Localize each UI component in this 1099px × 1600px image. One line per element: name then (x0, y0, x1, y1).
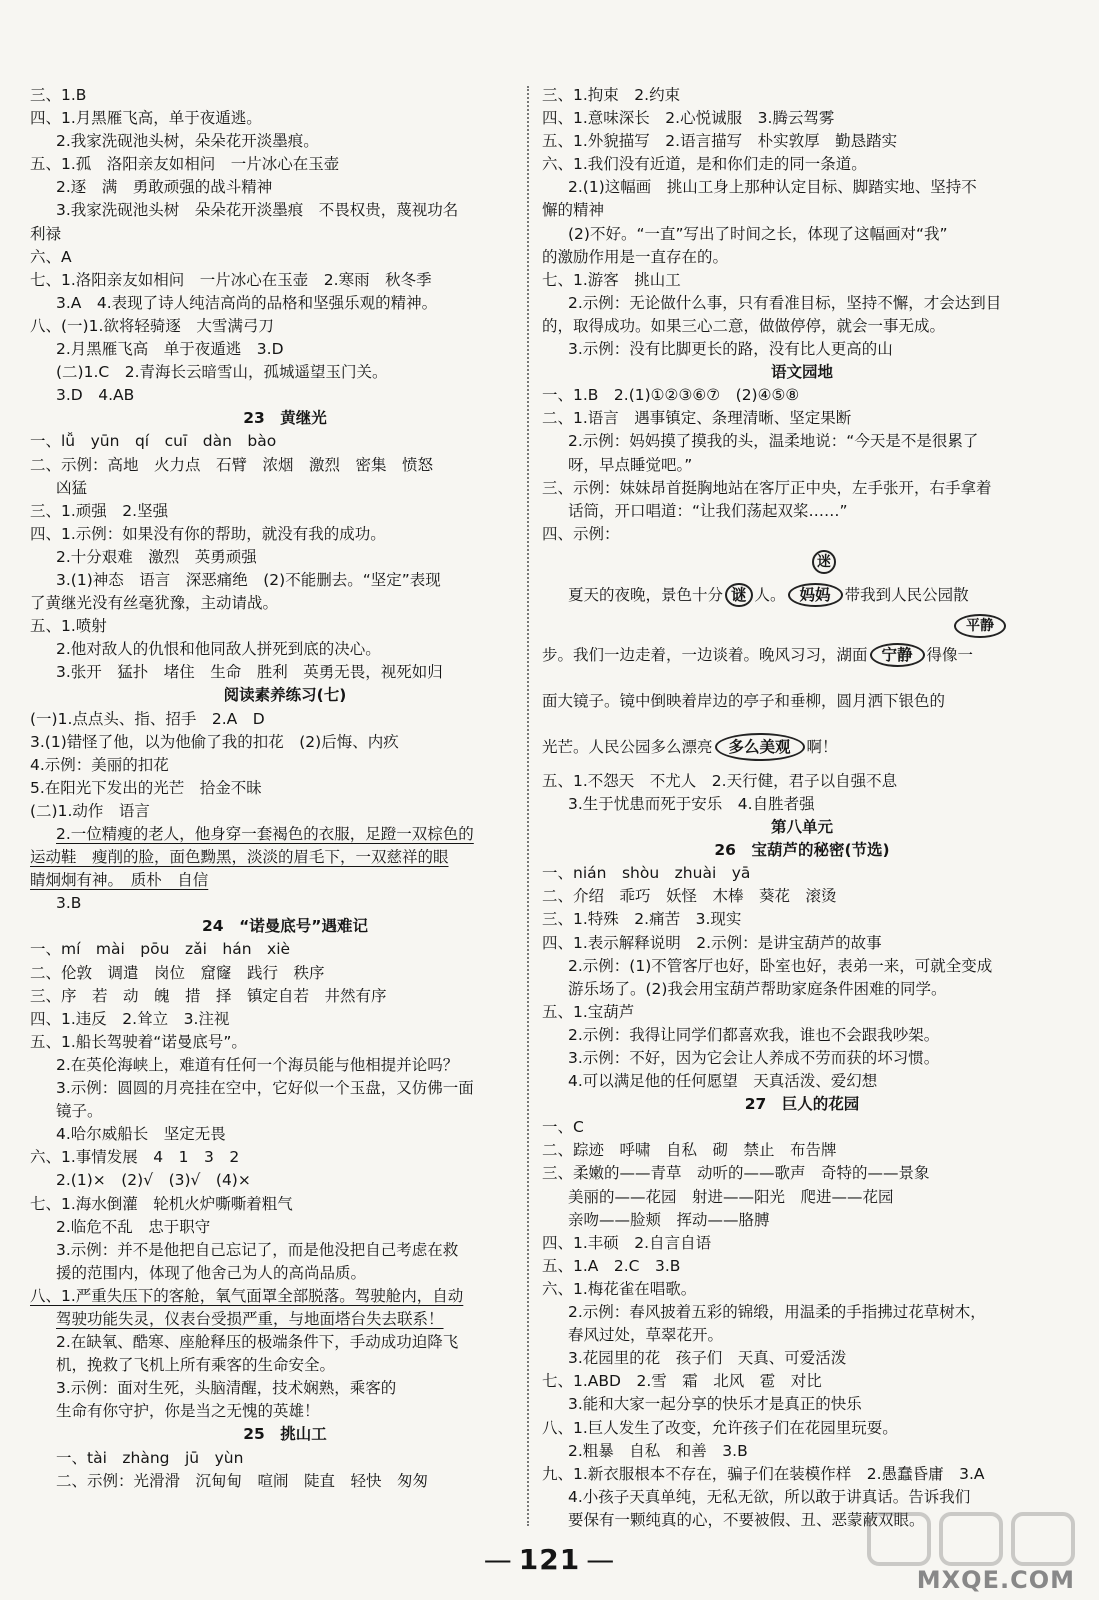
answer-text: 五、1.A 2.C 3.B (542, 1256, 681, 1275)
answer-line (30, 1054, 540, 1077)
answer-line (30, 176, 540, 199)
answer-line (542, 1070, 1062, 1093)
answer-text: 3.张开 猛扑 堵住 生命 胜利 英勇无畏，视死如归 (56, 663, 443, 682)
answer-text: 援的范围内，体现了他舍己为人的高尚品质。 (56, 1263, 367, 1282)
answer-text: 3.示例：圆圆的月亮挂在空中，它好似一个玉盘，又仿佛一面 (56, 1079, 474, 1098)
answer-text: 利禄 (30, 224, 62, 243)
answer-line (30, 708, 540, 731)
answer-text: 五、1.孤 洛阳亲友如相问 一片冰心在玉壶 (30, 155, 340, 174)
answer-text: 呀，早点睡觉吧。” (568, 455, 693, 474)
essay-text: 人。 (754, 585, 786, 604)
correction-oval: 多么美观 (715, 733, 805, 761)
answer-text: 2.(1)这幅画 挑山工身上那种认定目标、脚踏实地、坚持不 (568, 178, 977, 197)
correction-oval: 宁静 (870, 643, 925, 667)
answer-line (542, 862, 1062, 885)
answer-text: 机，挽救了飞机上所有乘客的生命安全。 (56, 1356, 336, 1375)
answer-text: 3.示例：不好，因为它会让人养成不劳而获的坏习惯。 (568, 1049, 940, 1067)
answer-text: 2.在英伦海峡上，难道有任何一个海员能与他相提并论吗？ (56, 1055, 459, 1074)
answer-text: 七、1.游客 挑山工 (542, 270, 681, 289)
answer-line (30, 477, 540, 500)
answer-line (30, 1169, 540, 1192)
answer-text: 一、tài zhàng jū yùn (56, 1448, 244, 1467)
answer-line (30, 107, 540, 130)
answer-text: 二、示例：光滑滑 沉甸甸 喧闹 陡直 轻快 匆匆 (56, 1471, 429, 1490)
answer-line (542, 1209, 1062, 1232)
answer-text: 2.逐 满 勇敢顽强的战斗精神 (56, 178, 273, 197)
answer-text: 25 挑山工 (243, 1425, 327, 1444)
answer-line (542, 292, 1062, 315)
answer-line (542, 1139, 1062, 1162)
answer-text: 话筒，开口唱道：“让我们荡起双桨……” (568, 501, 848, 520)
answer-text: 一、C (542, 1118, 584, 1137)
correction-oval: 妈妈 (788, 583, 843, 607)
answer-line (542, 223, 1062, 246)
answer-line (30, 338, 540, 361)
answer-text: 四、示例： (542, 524, 620, 543)
answer-text: 六、1.梅花雀在唱歌。 (542, 1279, 697, 1298)
answer-line (30, 1447, 540, 1470)
answer-line (542, 1440, 1062, 1463)
answer-line (30, 361, 540, 384)
answer-line (30, 246, 540, 269)
answer-text: 游乐场了。(2)我会用宝葫芦帮助家庭条件困难的同学。 (568, 979, 947, 998)
right-column (542, 84, 1062, 1532)
answer-text: 一、nián shòu zhuài yā (542, 864, 751, 883)
answer-text: 三、1.B (30, 86, 87, 104)
answer-line (30, 84, 540, 107)
answer-text: 3.(1)神态 语言 深恶痛绝 (2)不能删去。“坚定”表现 (56, 570, 441, 589)
answer-line (30, 1031, 540, 1054)
answer-text: (2)不好。“一直”写出了时间之长，体现了这幅画对“我” (568, 224, 948, 243)
answer-text: 4.示例：美丽的扣花 (30, 755, 169, 774)
answer-line (30, 315, 540, 338)
answer-text: 七、1.洛阳亲友如相问 一片冰心在玉壶 2.寒雨 秋冬季 (30, 270, 432, 289)
answer-line (542, 932, 1062, 955)
answer-line (30, 777, 540, 800)
answer-text: (二)1.C 2.青海长云暗雪山，孤城遥望玉门关。 (56, 363, 388, 382)
section-title (30, 915, 540, 938)
essay-text: 啊！ (806, 737, 838, 756)
answer-text: 八、1.严重失压下的客舱，氧气面罩全部脱落。驾驶舱内，自动 (30, 1286, 464, 1305)
section-title (30, 407, 540, 430)
answer-line (542, 1047, 1062, 1070)
answer-text: 五、1.外貌描写 2.语言描写 朴实敦厚 勤恳踏实 (542, 132, 898, 151)
essay-text: 步。我们一边走着，一边谈着。晚风习习，湖面 (542, 645, 868, 664)
answer-line (30, 199, 540, 222)
answer-text: 的，取得成功。如果三心二意，做做停停，就会一事无成。 (542, 316, 946, 335)
answer-text: 26 宝葫芦的秘密(节选) (714, 841, 890, 860)
answer-line (542, 1186, 1062, 1209)
essay-line-4 (542, 724, 1062, 770)
answer-line (30, 638, 540, 661)
answer-text: 3.(1)错怪了他，以为他偷了我的扣花 (2)后悔、内疚 (30, 732, 399, 751)
answer-line (542, 1232, 1062, 1255)
answer-line (542, 1463, 1062, 1486)
answer-line (30, 153, 540, 176)
answer-line (30, 962, 540, 985)
answer-text: 春风过处，草翠花开。 (568, 1326, 724, 1345)
answer-text: 3.我家洗砚池头树 朵朵花开淡墨痕 不畏权贵，蔑视功名 (56, 201, 459, 220)
answer-line (30, 1077, 540, 1100)
answer-text: 四、1.月黑雁飞高，单于夜遁逃。 (30, 109, 262, 128)
answer-text: 八、1.巨人发生了改变，允许孩子们在花园里玩耍。 (542, 1418, 898, 1437)
answer-line (30, 292, 540, 315)
answer-text: 3.能和大家一起分享的快乐才是真正的快乐 (568, 1395, 862, 1414)
answer-line (30, 1470, 540, 1493)
answer-text: 睛炯炯有神。 质朴 自信 (30, 871, 209, 890)
answer-text: 27 巨人的花园 (744, 1095, 860, 1114)
answer-text: 4.小孩子天真单纯，无私无欲，所以敢于讲真话。告诉我们 (568, 1487, 971, 1506)
answer-text: 二、1.语言 遇事镇定、条理清晰、坚定果断 (542, 409, 852, 428)
answer-line (30, 1193, 540, 1216)
left-column (30, 84, 540, 1493)
answer-line (542, 1001, 1062, 1024)
answer-line (30, 1331, 540, 1354)
answer-text: 2.示例：我得让同学们都喜欢我，谁也不会跟我吵架。 (568, 1025, 940, 1044)
answer-line (30, 130, 540, 153)
answer-line (542, 1347, 1062, 1370)
section-title (30, 1423, 540, 1446)
answer-line (542, 955, 1062, 978)
answer-text: 二、踪迹 呼啸 自私 砌 禁止 布告牌 (542, 1141, 837, 1160)
answer-line (30, 754, 540, 777)
answer-line (542, 1324, 1062, 1347)
answer-line (542, 176, 1062, 199)
answer-text: 3.示例：没有比脚更长的路，没有比人更高的山 (568, 340, 893, 359)
answer-text: 2.示例：(1)不管客厅也好，卧室也好，表弟一来，可就全变成 (568, 956, 993, 975)
answer-line (30, 846, 540, 869)
answer-line (30, 823, 540, 846)
answer-text: 凶猛 (56, 478, 88, 497)
answer-line (30, 1354, 540, 1377)
answer-text: 3.生于忧患而死于安乐 4.自胜者强 (568, 794, 815, 813)
answer-text: 六、1.我们没有近道，是和你们走的同一条道。 (542, 155, 867, 174)
correction-circle: 谜 (725, 583, 753, 607)
answer-line (542, 430, 1062, 453)
answer-line (542, 84, 1062, 107)
answer-line (30, 661, 540, 684)
answer-line (30, 384, 540, 407)
answer-line (30, 985, 540, 1008)
answer-text: 23 黄继光 (243, 409, 327, 428)
answer-text: 一、mí mài pōu zǎi hán xiè (30, 940, 291, 959)
answer-text: 九、1.新衣服根本不存在，骗子们在装模作样 2.愚蠢昏庸 3.A (542, 1464, 985, 1483)
answer-line (542, 1417, 1062, 1440)
answer-text: 3.A 4.表现了诗人纯洁高尚的品格和坚强乐观的精神。 (56, 293, 438, 312)
page-number: — 121 — (483, 1543, 616, 1576)
answer-text: 二、示例：高地 火力点 石臂 浓烟 激烈 密集 愤怒 (30, 455, 434, 474)
answer-text: 2.我家洗砚池头树，朵朵花开淡墨痕。 (56, 132, 319, 151)
essay-text: 光芒。人民公园多么漂亮 (542, 737, 713, 756)
answer-line (30, 430, 540, 453)
answer-line (30, 454, 540, 477)
section-title (542, 1093, 1062, 1116)
answer-line (30, 731, 540, 754)
answer-text: 三、1.特殊 2.痛苦 3.现实 (542, 910, 742, 929)
answer-text: 2.月黑雁飞高 单于夜遁逃 3.D (56, 340, 284, 359)
answer-line (542, 1370, 1062, 1393)
answer-text: 2.(1)× (2)√ (3)√ (4)× (56, 1171, 251, 1190)
answer-line (542, 1024, 1062, 1047)
watermark-text: MXQE.COM (916, 1566, 1075, 1594)
essay-line-1 (542, 553, 1062, 618)
answer-text: 镜子。 (56, 1102, 103, 1121)
answer-line (542, 523, 1062, 546)
answer-line (30, 1308, 540, 1331)
answer-line (30, 223, 540, 246)
answer-line (30, 800, 540, 823)
answer-text: 二、伦敦 调遣 岗位 窟窿 践行 秩序 (30, 963, 325, 982)
page-number-value: 121 (518, 1543, 581, 1576)
answer-text: 懈的精神 (542, 201, 605, 220)
answer-text: (一)1.点点头、指、招手 2.A D (30, 709, 265, 728)
answer-line (30, 1123, 540, 1146)
answer-line (30, 1400, 540, 1423)
answer-text: 2.粗暴 自私 和善 3.B (568, 1441, 748, 1460)
answer-line (542, 1162, 1062, 1185)
answer-line (30, 615, 540, 638)
section-title (542, 839, 1062, 862)
answer-line (542, 315, 1062, 338)
answer-line (542, 407, 1062, 430)
answer-text: 4.哈尔威船长 坚定无畏 (56, 1125, 226, 1144)
answer-line (30, 869, 540, 892)
essay-line-2 (542, 617, 1062, 678)
answer-text: 3.示例：并不是他把自己忘记了，而是他没把自己考虑在救 (56, 1240, 459, 1259)
answer-text: 2.一位精瘦的老人，他身穿一套褐色的衣服，足蹬一双棕色的 (56, 825, 474, 843)
answer-line (542, 130, 1062, 153)
answer-line (542, 1393, 1062, 1416)
answer-text: 2.示例：春风披着五彩的锦缎，用温柔的手指拂过花草树木， (568, 1303, 986, 1322)
answer-line (542, 107, 1062, 130)
answer-text: 24 “诺曼底号”遇难记 (202, 917, 368, 936)
essay-text: 带我到人民公园散 (844, 585, 969, 604)
answer-text: 四、1.丰硕 2.自言自语 (542, 1233, 712, 1252)
answer-line (542, 1301, 1062, 1324)
answer-text: 4.可以满足他的任何愿望 天真活泼、爱幻想 (568, 1072, 878, 1091)
answer-text: 五、1.喷射 (30, 617, 107, 636)
answer-text: 2.十分艰难 激烈 英勇顽强 (56, 547, 257, 566)
answer-line (30, 1146, 540, 1169)
answer-text: 2.示例：妈妈摸了摸我的头，温柔地说：“今天是不是很累了 (568, 432, 979, 451)
section-title (542, 361, 1062, 384)
answer-text: 要保有一颗纯真的心，不要被假、丑、恶蒙蔽双眼。 (568, 1510, 925, 1529)
answer-line (542, 1278, 1062, 1301)
answer-text: 四、1.表示解释说明 2.示例：是讲宝葫芦的故事 (542, 933, 882, 952)
answer-line (542, 1116, 1062, 1139)
correction-insert: 迷 (812, 550, 836, 574)
correction-insert: 平静 (954, 614, 1006, 638)
answer-line (542, 1255, 1062, 1278)
answer-line (30, 523, 540, 546)
essay-line-3: 面大镜子。镜中倒映着岸边的亭子和垂柳，圆月洒下银色的 (542, 691, 946, 710)
answer-text: 三、1.顽强 2.坚强 (30, 501, 169, 520)
answer-line (542, 793, 1062, 816)
answer-text: (二)1.动作 语言 (30, 801, 150, 820)
answer-text: 2.在缺氧、酷寒、座舱释压的极端条件下，手动成功迫降飞 (56, 1333, 459, 1352)
answer-line (542, 454, 1062, 477)
answer-line (542, 384, 1062, 407)
answer-line (542, 885, 1062, 908)
answer-text: 四、1.示例：如果没有你的帮助，就没有我的成功。 (30, 524, 386, 543)
answer-text: 三、柔嫩的——青草 动听的——歌声 奇特的——景象 (542, 1164, 930, 1183)
answer-text: 一、lǚ yūn qí cuī dàn bào (30, 432, 277, 451)
answer-text: 2.他对敌人的仇恨和他同敌人拼死到底的决心。 (56, 640, 381, 659)
answer-text: 5.在阳光下发出的光芒 拾金不昧 (30, 778, 262, 797)
essay-text: 夏天的夜晚，景色十分 (568, 585, 724, 604)
answer-text: 阅读素养练习(七) (223, 686, 347, 705)
answer-text: 运动鞋 瘦削的脸，面色黝黑，淡淡的眉毛下，一双慈祥的眼 (30, 848, 449, 867)
answer-line (30, 938, 540, 961)
answer-text: 驾驶功能失灵，仪表台受损严重，与地面塔台失去联系！ (56, 1309, 444, 1328)
answer-text: 三、示例：妹妹昂首挺胸地站在客厅正中央，左手张开，右手拿着 (542, 478, 992, 497)
answer-text: 生命有你守护，你是当之无愧的英雄！ (56, 1402, 320, 1421)
answer-line (542, 978, 1062, 1001)
answer-text: 第八单元 (770, 818, 833, 837)
answer-text: 三、1.拘束 2.约束 (542, 86, 681, 104)
section-title (542, 816, 1062, 839)
answer-line (542, 338, 1062, 361)
section-title (30, 684, 540, 707)
answer-line (542, 246, 1062, 269)
answer-text: 五、1.不怨天 不尤人 2.天行健，君子以自强不息 (542, 771, 898, 790)
answer-text: 美丽的——花园 射进——阳光 爬进——花园 (568, 1187, 894, 1206)
answer-text: 二、介绍 乖巧 妖怪 木棒 葵花 滚烫 (542, 887, 837, 906)
answer-text: 一、1.B 2.(1)①②③⑥⑦ (2)④⑤⑧ (542, 386, 800, 405)
answer-line (30, 500, 540, 523)
answer-line (542, 269, 1062, 292)
answer-line (542, 770, 1062, 793)
answer-line (30, 1262, 540, 1285)
answer-text: 五、1.船长驾驶着“诺曼底号”。 (30, 1032, 247, 1051)
answer-line (542, 477, 1062, 500)
answer-text: 七、1.ABD 2.雪 霜 北风 雹 对比 (542, 1372, 822, 1391)
answer-line (30, 569, 540, 592)
answer-text: 四、1.意味深长 2.心悦诚服 3.腾云驾雾 (542, 109, 835, 128)
answer-text: 三、序 若 动 魄 措 择 镇定自若 井然有序 (30, 986, 387, 1005)
answer-line (542, 500, 1062, 523)
essay-text: 得像一 (926, 645, 974, 664)
answer-line (30, 1377, 540, 1400)
answer-text: 五、1.宝葫芦 (542, 1002, 635, 1021)
answer-line (30, 1008, 540, 1031)
answer-text: 3.花园里的花 孩子们 天真、可爱活泼 (568, 1349, 847, 1368)
answer-line (30, 592, 540, 615)
answer-line (30, 1239, 540, 1262)
answer-line (542, 199, 1062, 222)
answer-text: 3.B (56, 894, 82, 913)
answer-text: 四、1.违反 2.耸立 3.注视 (30, 1009, 230, 1028)
answer-text: 六、1.事情发展 4 1 3 2 (30, 1148, 240, 1167)
answer-text: 亲吻——脸颊 挥动——胳膊 (568, 1210, 770, 1229)
answer-text: 2.临危不乱 忠于职守 (56, 1217, 211, 1236)
answer-text: 六、A (30, 247, 72, 266)
answer-line (542, 908, 1062, 931)
answer-line (30, 892, 540, 915)
answer-line (30, 269, 540, 292)
essay-block (542, 550, 1062, 770)
answer-line (542, 153, 1062, 176)
answer-text: 七、1.海水倒灌 轮机火炉嘶嘶着粗气 (30, 1194, 293, 1213)
answer-text: 2.示例：无论做什么事，只有看准目标，坚持不懈，才会达到目 (568, 293, 1002, 312)
answer-line (30, 1216, 540, 1239)
answer-line (30, 546, 540, 569)
answer-text: 3.示例：面对生死，头脑清醒，技术娴熟，乘客的 (56, 1379, 397, 1398)
answer-line (30, 1100, 540, 1123)
answer-text: 3.D 4.AB (56, 386, 135, 405)
answer-text: 八、(一)1.欲将轻骑逐 大雪满弓刀 (30, 316, 274, 335)
answer-text: 了黄继光没有丝毫犹豫，主动请战。 (30, 594, 279, 613)
answer-text: 语文园地 (770, 363, 833, 382)
answer-line (30, 1285, 540, 1308)
answer-text: 的激励作用是一直存在的。 (542, 247, 729, 266)
